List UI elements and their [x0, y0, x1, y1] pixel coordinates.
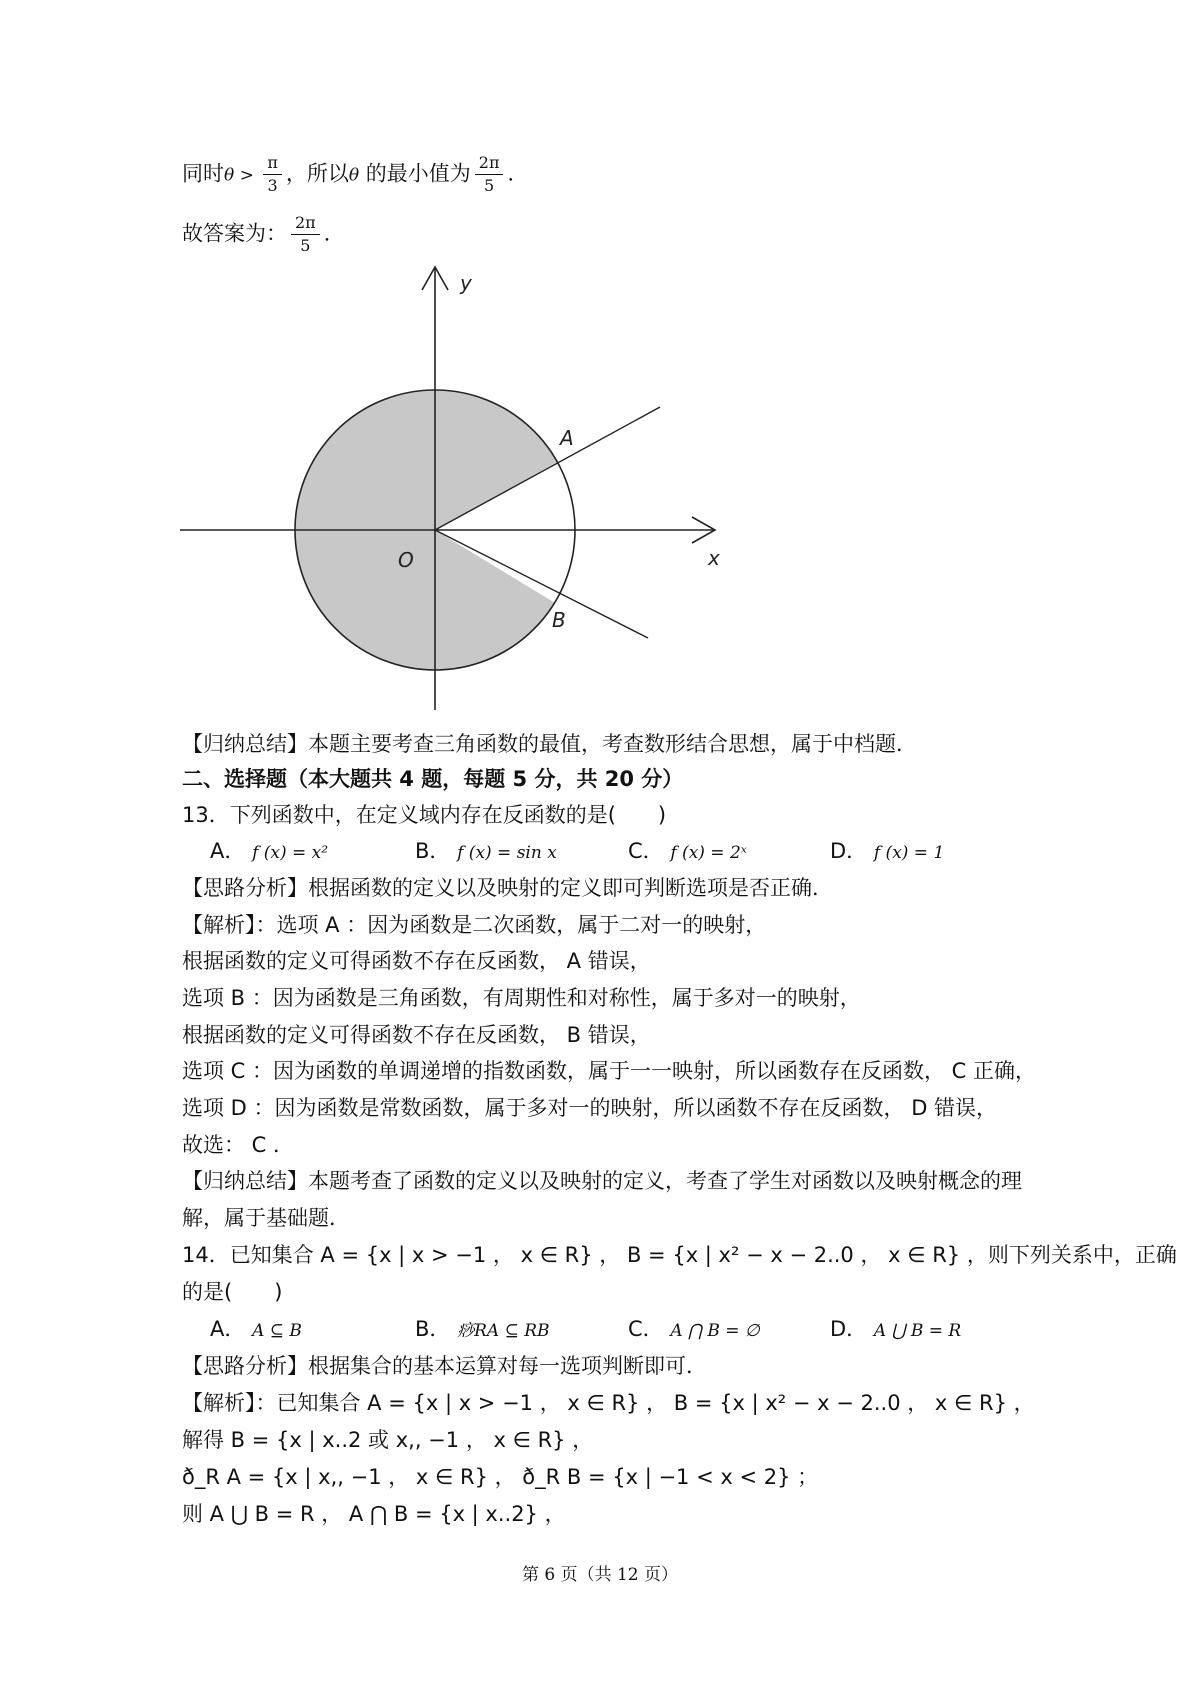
text: 故答案为： — [182, 221, 287, 246]
q13-solution-1: 【解析】：选项 A ：因为函数是二次函数，属于二对一的映射， — [182, 913, 767, 937]
q13-solution-2: 根据函数的定义可得函数不存在反函数， A 错误， — [182, 949, 651, 973]
text: ． — [507, 161, 529, 186]
q14-solution-4: 则 A ⋃ B = R ， A ⋂ B = {x | x..2} ， — [182, 1502, 566, 1526]
numerator: 2π — [475, 152, 504, 175]
q14-solution-3: ð_R A = {x | x,, −1 ， x ∈ R} ， ð_R B = {x | −1 < x < 2} ； — [182, 1465, 819, 1489]
text: 同时 — [182, 161, 224, 186]
q13-option-c — [628, 836, 747, 868]
summary-1: 【归纳总结】本题主要考查三角函数的最值，考查数形结合思想，属于中档题． — [182, 732, 917, 756]
q13-option-d — [830, 836, 944, 868]
answer-line-1 — [182, 152, 528, 197]
section-heading: 二、选择题（本大题共 4 题，每题 5 分，共 20 分） — [182, 767, 684, 791]
option-math: f (x) = sin x — [457, 843, 557, 863]
fraction-2pi-over-5 — [475, 152, 504, 197]
option-label: D． — [830, 839, 868, 863]
q14-solution-2: 解得 B = {x | x..2 或 x,, −1 ， x ∈ R} ， — [182, 1428, 594, 1452]
answer-line-2 — [182, 212, 345, 257]
option-math: f (x) = 1 — [873, 843, 945, 863]
label-b: B — [552, 608, 566, 632]
q13-solution-7: 故选： C ． — [182, 1133, 295, 1157]
label-x: x — [708, 546, 720, 570]
q14-stem-b: 的是( ) — [182, 1280, 283, 1304]
option-label: B． — [415, 839, 451, 863]
q14-option-d — [830, 1314, 961, 1346]
q13-solution-5: 选项 C ：因为函数的单调递增的指数函数，属于一一映射，所以函数存在反函数， C 正确， — [182, 1059, 1037, 1083]
denominator: 5 — [300, 236, 311, 255]
q14-solution-1: 【解析】：已知集合 A = {x | x > −1 ， x ∈ R} ， B = {x | x² − x − 2..0 ， x ∈ R} ， — [182, 1391, 1035, 1415]
q13-summary-a: 【归纳总结】本题考查了函数的定义以及映射的定义，考查了学生对函数以及映射概念的理 — [182, 1169, 1022, 1193]
q14-option-a — [210, 1314, 302, 1346]
page-footer: 第 6 页（共 12 页） — [521, 1565, 679, 1585]
q13-solution-3: 选项 B ：因为函数是三角函数，有周期性和对称性，属于多对一的映射， — [182, 986, 861, 1010]
unit-circle-figure — [170, 255, 740, 730]
q14-option-b — [415, 1314, 550, 1346]
label-o: O — [398, 548, 414, 572]
text: ，所以 — [285, 161, 349, 186]
q13-analysis: 【思路分析】根据函数的定义以及映射的定义即可判断选项是否正确． — [182, 876, 833, 900]
q14-analysis: 【思路分析】根据集合的基本运算对每一选项判断即可． — [182, 1354, 707, 1378]
option-label: C． — [628, 1317, 664, 1341]
option-math: 痧RA ⊆ RB — [457, 1321, 550, 1341]
label-y: y — [460, 271, 472, 295]
math-op: > — [234, 165, 260, 186]
option-label: D． — [830, 1317, 868, 1341]
numerator: 2π — [291, 212, 320, 235]
q14-stem-a: 14．已知集合 A = {x | x > −1 ， x ∈ R} ， B = {x | x² − x − 2..0 ， x ∈ R} ，则下列关系中，正确 — [182, 1243, 1177, 1267]
fraction-2pi-over-5 — [291, 212, 320, 257]
option-math: A ⊆ B — [252, 1321, 302, 1341]
q13-option-a — [210, 836, 328, 868]
option-label: A． — [210, 839, 246, 863]
denominator: 5 — [484, 176, 495, 195]
text: ． — [323, 221, 345, 246]
numerator: π — [263, 152, 282, 175]
math-theta: θ — [224, 165, 235, 186]
q13-option-b — [415, 836, 557, 868]
option-math: A ⋃ B = R — [873, 1321, 962, 1341]
option-math: A ⋂ B = ∅ — [670, 1321, 760, 1341]
label-a: A — [560, 426, 574, 450]
q13-summary-b: 解，属于基础题． — [182, 1206, 350, 1230]
option-label: A． — [210, 1317, 246, 1341]
option-math: f (x) = x² — [252, 843, 329, 863]
denominator: 3 — [267, 176, 278, 195]
q14-option-c — [628, 1314, 760, 1346]
math-theta: θ — [348, 165, 360, 186]
q13-solution-4: 根据函数的定义可得函数不存在反函数， B 错误， — [182, 1023, 651, 1047]
fraction-pi-over-3 — [263, 152, 282, 197]
option-label: B． — [415, 1317, 451, 1341]
option-label: C． — [628, 839, 664, 863]
text: 的最小值为 — [359, 161, 471, 186]
q13-stem: 13．下列函数中，在定义域内存在反函数的是( ) — [182, 803, 667, 827]
q13-solution-6: 选项 D ：因为函数是常数函数，属于多对一的映射，所以函数不存在反函数， D 错误， — [182, 1096, 998, 1120]
option-math: f (x) = 2ˣ — [670, 843, 747, 863]
